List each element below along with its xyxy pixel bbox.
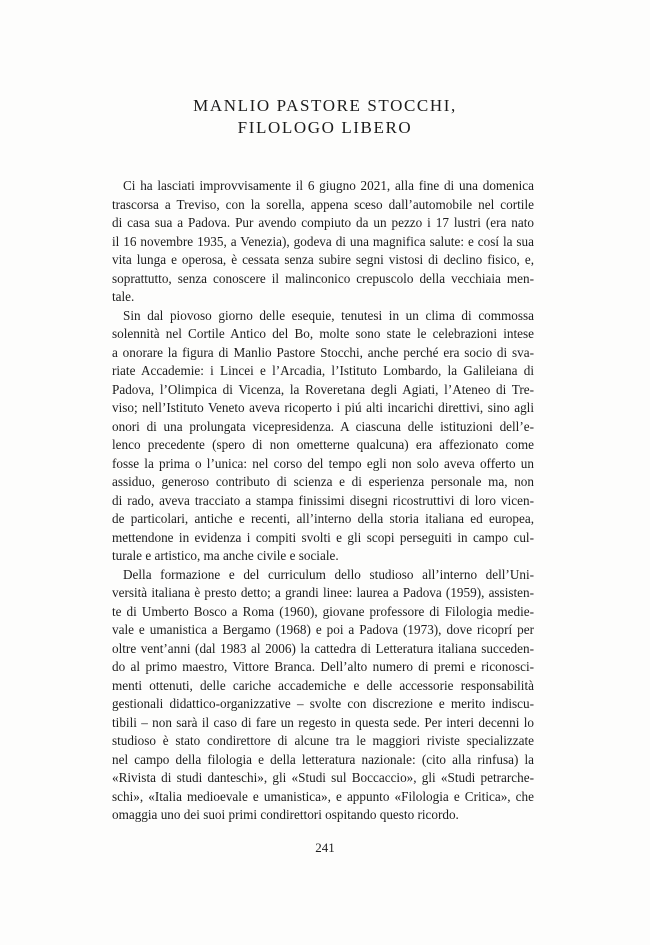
text-line: do al primo maestro, Vittore Branca. Dell’alto numero di premi e riconosci- bbox=[112, 659, 534, 674]
text-line: assiduo, generoso contributo di scienza e di esperienza personale ma, non bbox=[112, 474, 534, 489]
text-line: «Rivista di studi danteschi», gli «Studi sul Boccaccio», gli «Studi petrarche- bbox=[112, 770, 534, 785]
paragraph-2 bbox=[112, 307, 534, 566]
text-line: oltre vent’anni (dal 1983 al 2006) la cattedra di Letteratura italiana succeden- bbox=[112, 640, 534, 656]
text-line: omaggia uno dei suoi primi condirettori ospitando questo ricordo. bbox=[112, 807, 459, 822]
text-line: vita lunga e operosa, è cessata senza subire segni vistosi di declino fisico, e, bbox=[112, 252, 534, 267]
text-line: il 16 novembre 1935, a Venezia), godeva di una magnifica salute: e cosí la sua bbox=[112, 233, 534, 249]
text-line: nel campo della filologia e della letteratura nazionale: (cito alla rinfusa) la bbox=[112, 751, 534, 767]
text-line: menti ottenuti, delle cariche accademiche e delle accessorie responsabilità bbox=[112, 677, 534, 693]
text-line: Della formazione e del curriculum dello studioso all’interno dell’Uni- bbox=[123, 566, 534, 582]
text-line: vale e umanistica a Bergamo (1968) e poi a Padova (1973), dove ricoprí per bbox=[112, 622, 534, 637]
article-title bbox=[0, 95, 650, 139]
text-line: mettendone in evidenza i compiti svolti e gli scopi perseguiti in campo cul- bbox=[112, 529, 534, 545]
title-line: FILOLOGO LIBERO bbox=[237, 118, 413, 137]
paragraph-3 bbox=[112, 566, 534, 825]
text-line: gestionali didattico-organizzative – svolte con discrezione e merito indiscu- bbox=[112, 696, 534, 711]
text-line: Padova, l’Olimpica di Vicenza, la Roveretana degli Agiati, l’Ateneo di Tre- bbox=[112, 381, 534, 397]
text-line: de particolari, antiche e recenti, all’interno della storia italiana ed europea, bbox=[112, 511, 534, 526]
text-line: lenco precedente (spero di non ometterne qualcuna) era affezionato come bbox=[112, 437, 534, 452]
text-line: riate Accademie: i Lincei e l’Arcadia, l’Istituto Lombardo, la Galileiana di bbox=[112, 363, 534, 378]
text-line: schi», «Italia medioevale e umanistica», e appunto «Filologia e Critica», che bbox=[112, 788, 534, 804]
text-line: fosse la prima o l’unica: nel corso del tempo egli non solo aveva offerto un bbox=[112, 455, 534, 471]
text-line: soprattutto, senza conoscere il malinconico crepuscolo della vecchiaia men- bbox=[112, 270, 534, 286]
paragraph-1 bbox=[112, 177, 534, 307]
text-line: turale e artistico, ma anche civile e sociale. bbox=[112, 548, 339, 563]
text-line: tibili – non sarà il caso di fare un regesto in questa sede. Per interi decenni lo bbox=[112, 714, 534, 730]
text-line: Ci ha lasciati improvvisamente il 6 giugno 2021, alla fine di una domenica bbox=[123, 178, 534, 193]
text-line: te di Umberto Bosco a Roma (1960), giovane professore di Filologia medie- bbox=[112, 603, 534, 619]
text-line: di rado, aveva tracciato a stampa finissimi disegni ricostruttivi di loro vicen- bbox=[112, 492, 534, 508]
text-line: di casa sua a Padova. Pur avendo compiuto da un pezzo i 17 lustri (era nato bbox=[112, 215, 534, 230]
text-line: a onorare la figura di Manlio Pastore Stocchi, anche perché era socio di sva- bbox=[112, 344, 534, 360]
text-line: Sin dal piovoso giorno delle esequie, tenutesi in un clima di commossa bbox=[123, 307, 534, 323]
text-line: onori di una prolungata vicepresidenza. A ciascuna delle istituzioni dell’e- bbox=[112, 418, 534, 434]
page-number: 241 bbox=[315, 840, 335, 855]
text-line: solennità nel Cortile Antico del Bo, molte sono state le celebrazioni intese bbox=[112, 326, 534, 341]
text-line: versità italiana è presto detto; a grandi linee: laurea a Padova (1959), assisten- bbox=[112, 585, 534, 600]
text-line: studioso è stato condirettore di alcune tra le maggiori riviste specializzate bbox=[112, 733, 534, 748]
text-line: trascorsa a Treviso, con la sorella, appena sceso dall’automobile nel cortile bbox=[112, 196, 534, 212]
text-line: viso; nell’Istituto Veneto aveva ricoperto i piú alti incarichi direttivi, sino agli bbox=[112, 400, 534, 415]
title-line: MANLIO PASTORE STOCCHI, bbox=[193, 96, 457, 115]
text-line: tale. bbox=[112, 289, 135, 304]
article-body bbox=[112, 177, 534, 825]
